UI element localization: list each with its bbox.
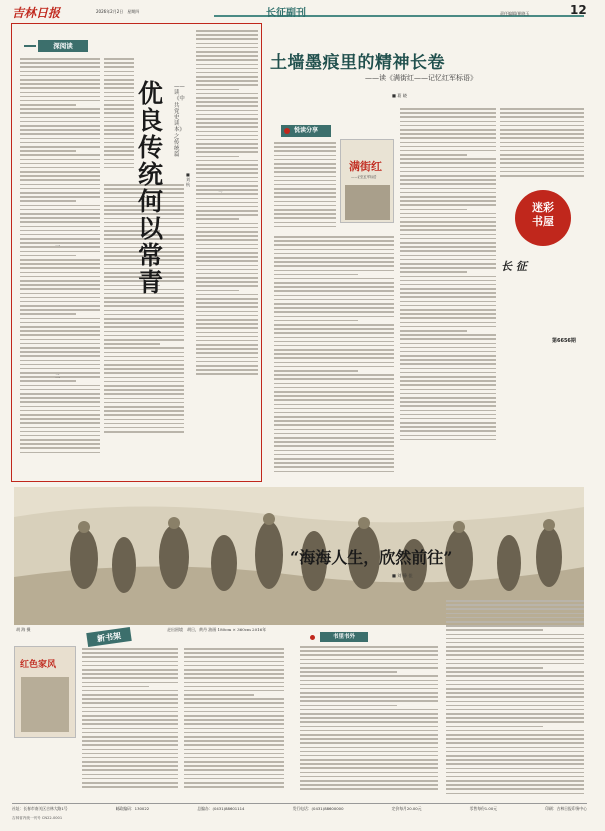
stamp-line-1: 迷彩 [532, 201, 554, 214]
painting-caption: 走出困境 胡日，黄丹 油画 180cm × 360cm 2016年 [167, 627, 267, 632]
editor-credit: 责任编辑/崔晓玉 [500, 11, 530, 16]
page-footer [12, 803, 587, 812]
book-cover-red-family [14, 646, 76, 738]
section-mark-2: 二 [55, 374, 61, 380]
book-cover-title: 红色家风 [20, 660, 57, 670]
main-article-body-col1b [274, 236, 394, 476]
main-article-body-col2 [400, 108, 496, 478]
featured-article-author: ■ 刘 杭 [186, 172, 190, 187]
footer-postcode: 邮政编码：130022 [115, 806, 150, 811]
footer-office-phone: 总编办：(0431)88601114 [197, 806, 245, 811]
footer-issn: 吉林省内统一刊号 CN22-0001 [12, 816, 63, 820]
main-article-author: ■ 葛 晓 [392, 93, 407, 98]
section-mark-1: 一 [55, 244, 61, 250]
footer-printer: 印刷：吉林日报印务中心 [545, 806, 587, 811]
issue-date: 2026年2月2日 星期四 [96, 9, 140, 14]
new-books-body-col2 [184, 648, 284, 798]
book-cover-subtitle: ——记忆红军标语 [351, 175, 377, 179]
footer-price: 定价每月20.00元 [391, 806, 422, 811]
essay-author: ■ 刘 静 佳 [392, 573, 413, 578]
footer-ad-phone: 发行电话：(0431)88600000 [292, 806, 344, 811]
column-badge-deep-reading: 深阅读 [38, 40, 88, 52]
column-stamp-camo-bookstore [515, 190, 571, 246]
column-badge-reading-share: 悦读分享 [281, 125, 331, 137]
featured-article-title: 优良传统何以常青 [138, 79, 164, 297]
page-number: 12 [570, 3, 587, 17]
featured-article-subtitle: ——读《中共党史读本》之传统篇 [174, 84, 185, 159]
main-article-subtitle: ——读《满街红——记忆红军标语》 [365, 74, 477, 82]
photo-credit: 胡 海 摄 [16, 627, 31, 632]
essay-body-col1 [300, 646, 438, 796]
column-badge-in-out-books: 书里书外 [320, 632, 368, 642]
left-article-body-col2 [104, 58, 134, 178]
issue-number: 第6656期 [552, 338, 576, 344]
new-books-body-col1 [82, 648, 178, 798]
main-article-title: 土墙墨痕里的精神长卷 [270, 53, 445, 73]
book-cover-photo [21, 677, 69, 732]
stamp-line-2: 书屋 [532, 215, 554, 228]
book-cover-title: 满街红 [349, 160, 382, 173]
essay-body-col2 [446, 600, 584, 796]
changzheng-signature: 长 征 [501, 260, 527, 273]
left-article-body-col1 [20, 58, 100, 473]
book-cover-photo [345, 185, 390, 220]
masthead: 吉林日报 [12, 6, 61, 20]
footer-address: 社址：长春市南关区吉林大路1号 [12, 806, 68, 811]
left-article-body-col3 [196, 30, 258, 475]
book-cover-manjiehong [340, 139, 394, 223]
essay-title: “海海人生，欣然前往” [290, 548, 453, 567]
footer-retail: 零售每份1.00元 [469, 806, 498, 811]
main-article-body-col1 [274, 142, 336, 232]
column-badge-new-books: 新书架 [86, 627, 132, 647]
section-name: 长征副刊 [266, 8, 306, 19]
main-article-body-col3 [500, 108, 584, 183]
